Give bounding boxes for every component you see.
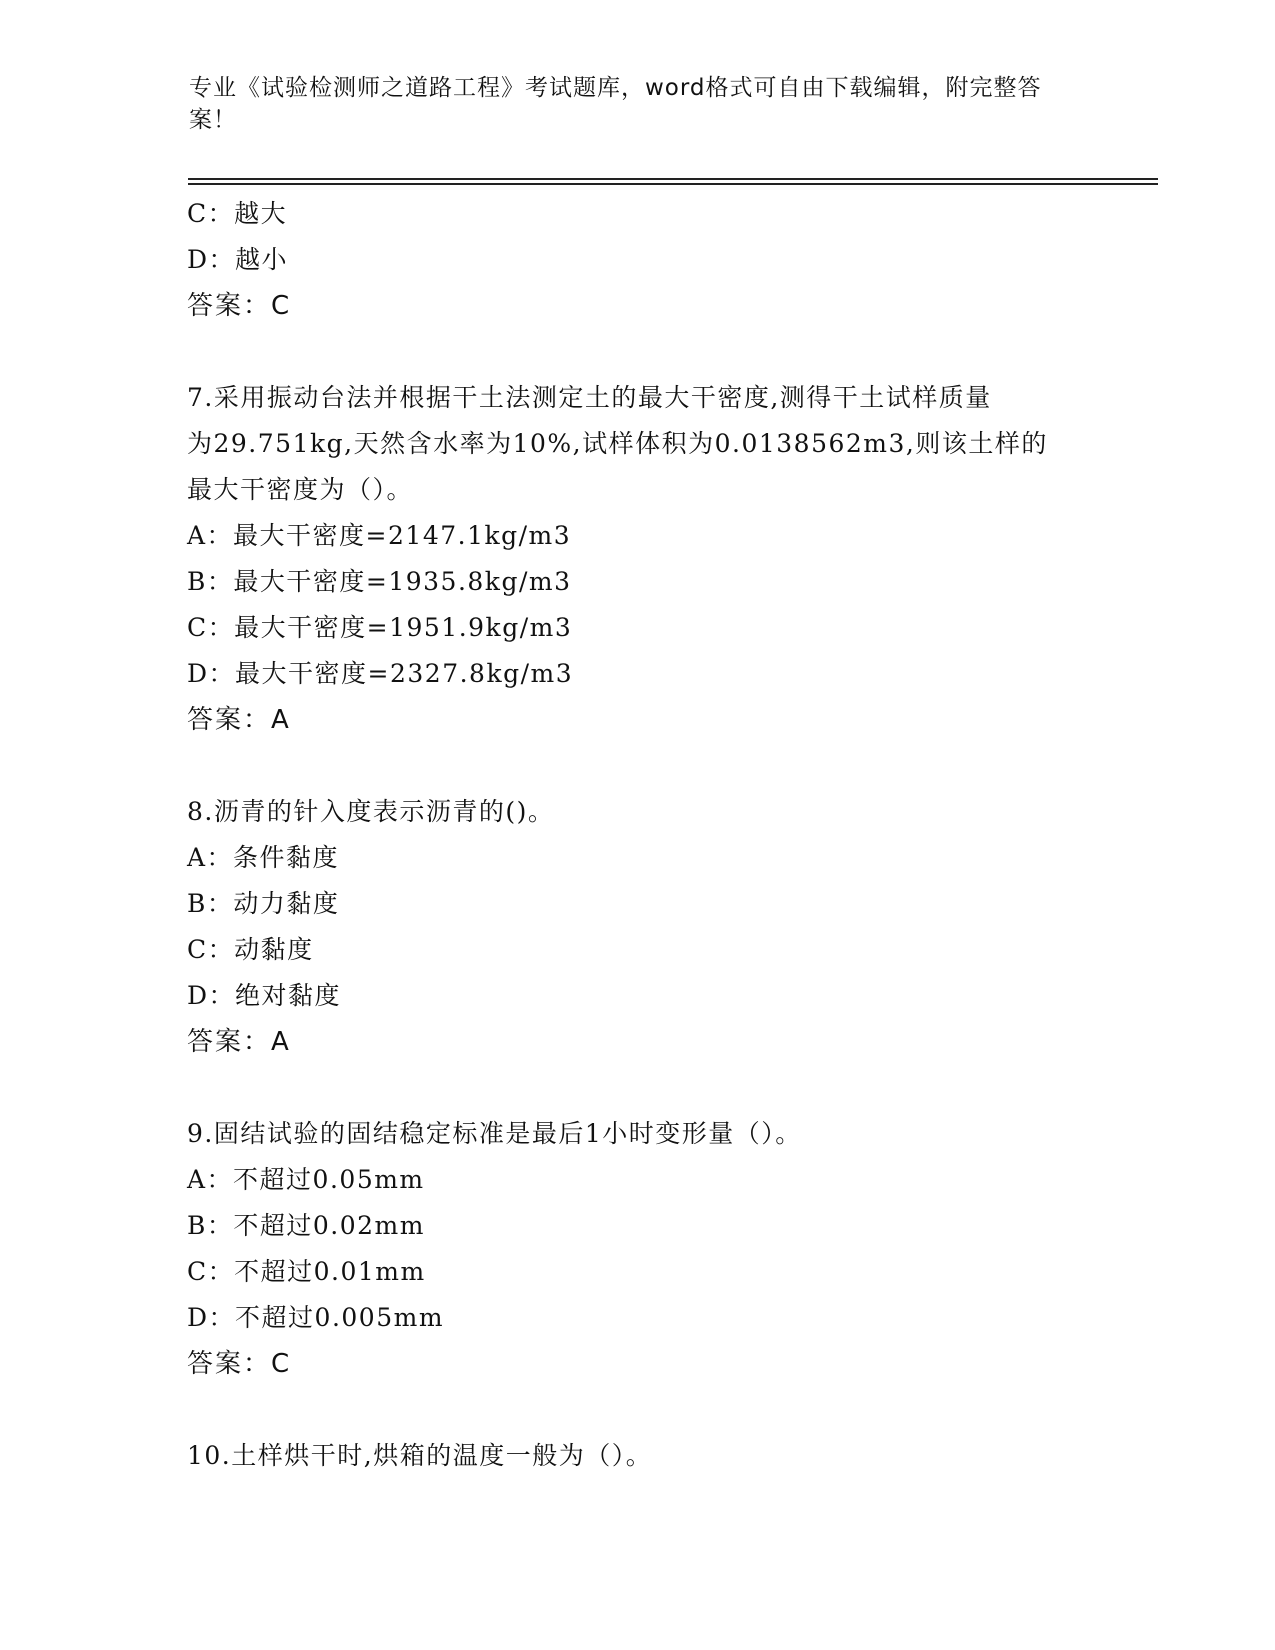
question-block bbox=[187, 375, 1087, 743]
option-b: B：不超过0.02mm bbox=[187, 1211, 425, 1240]
option-c: C：越大 bbox=[187, 199, 288, 228]
answer-line: 答案：C bbox=[187, 291, 292, 321]
question-block bbox=[187, 1111, 1087, 1387]
option-c: C：最大干密度=1951.9kg/m3 bbox=[187, 613, 573, 642]
question-stem: 8.沥青的针入度表示沥青的()。 bbox=[187, 797, 555, 826]
option-d: D：最大干密度=2327.8kg/m3 bbox=[187, 659, 574, 688]
question-stem: 为29.751kg,天然含水率为10%,试样体积为0.0138562m3,则该土样的 bbox=[187, 429, 1048, 458]
option-c: C：不超过0.01mm bbox=[187, 1257, 426, 1286]
answer-line: 答案：A bbox=[187, 1027, 291, 1057]
spacer bbox=[187, 743, 1087, 789]
question-stem: 10.土样烘干时,烘箱的温度一般为（）。 bbox=[187, 1441, 653, 1470]
answer-line: 答案：A bbox=[187, 705, 291, 735]
answer-line: 答案：C bbox=[187, 1349, 292, 1379]
question-block bbox=[187, 789, 1087, 1065]
header-divider-bottom bbox=[188, 183, 1158, 185]
option-b: B：最大干密度=1935.8kg/m3 bbox=[187, 567, 572, 596]
option-d: D：不超过0.005mm bbox=[187, 1303, 445, 1332]
spacer bbox=[187, 329, 1087, 375]
option-a: A：不超过0.05mm bbox=[187, 1165, 425, 1194]
question-stem: 最大干密度为（）。 bbox=[187, 475, 414, 504]
spacer bbox=[187, 1387, 1087, 1433]
question-content bbox=[187, 191, 1087, 1479]
option-a: A：最大干密度=2147.1kg/m3 bbox=[187, 521, 572, 550]
question-stem: 7.采用振动台法并根据干土法测定土的最大干密度,测得干土试样质量 bbox=[187, 383, 992, 412]
option-d: D：越小 bbox=[187, 245, 289, 274]
spacer bbox=[187, 1065, 1087, 1111]
option-b: B：动力黏度 bbox=[187, 889, 340, 918]
option-d: D：绝对黏度 bbox=[187, 981, 342, 1010]
header-divider-top bbox=[188, 178, 1158, 180]
document-header: 专业《试验检测师之道路工程》考试题库，word格式可自由下载编辑，附完整答案！ bbox=[189, 75, 1042, 133]
option-a: A：条件黏度 bbox=[187, 843, 340, 872]
option-c: C：动黏度 bbox=[187, 935, 314, 964]
question-block bbox=[187, 1433, 1087, 1479]
question-stem: 9.固结试验的固结稳定标准是最后1小时变形量（）。 bbox=[187, 1119, 802, 1148]
